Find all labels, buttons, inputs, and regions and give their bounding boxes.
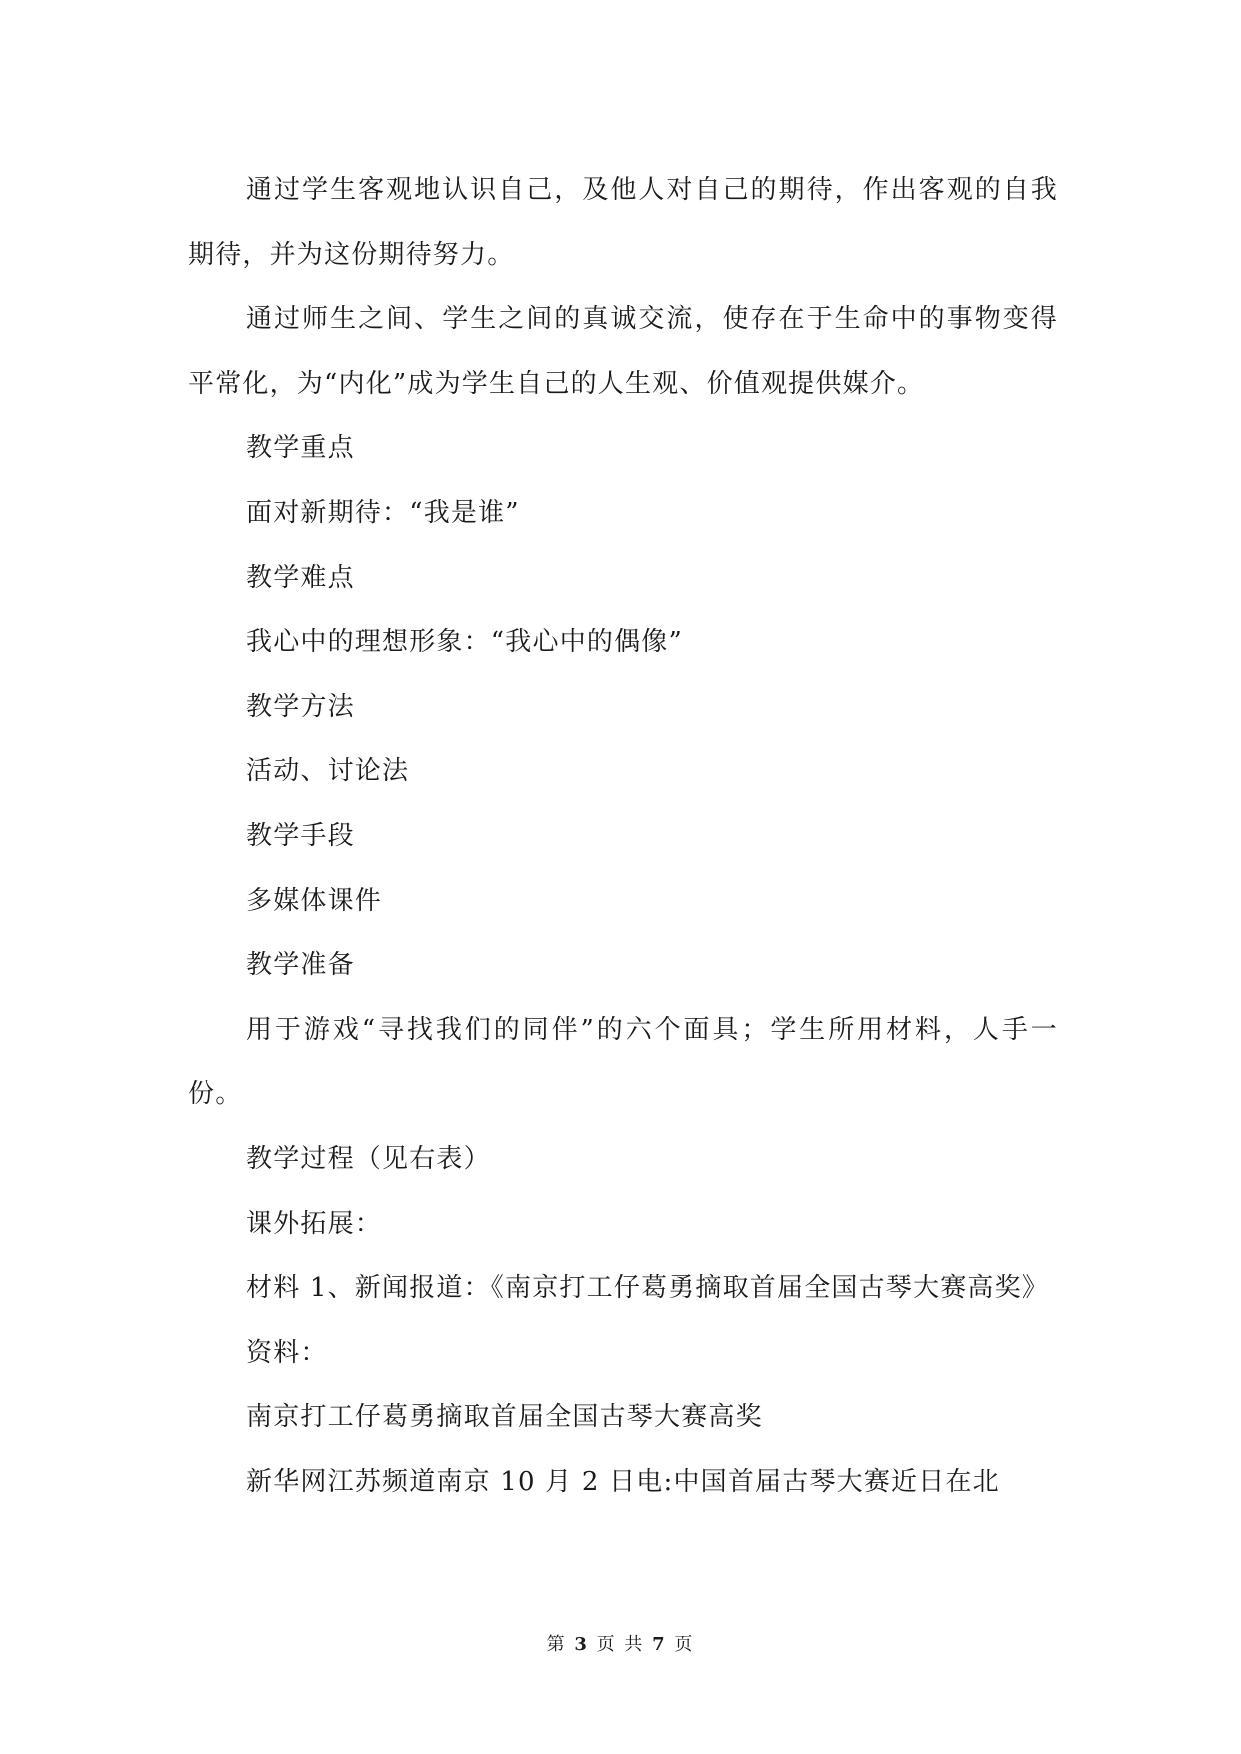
paragraph-difficulty: 我心中的理想形象：“我心中的偶像” bbox=[246, 627, 683, 658]
heading-method: 教学方法 bbox=[246, 691, 355, 722]
paragraph-news-body: 新华网江苏频道南京 10 月 2 日电:中国首届古琴大赛近日在北 bbox=[246, 1466, 1000, 1497]
paragraph-preparation: 用于游戏“寻找我们的同伴”的六个面具；学生所用材料，人手一份。 bbox=[188, 1014, 1058, 1110]
document-body bbox=[188, 158, 1058, 1514]
paragraph-objective-self: 通过学生客观地认识自己，及他人对自己的期待，作出客观的自我期待，并为这份期待努力。 bbox=[188, 175, 1058, 270]
heading-extension: 课外拓展： bbox=[246, 1208, 383, 1239]
paragraph-news-title: 南京打工仔葛勇摘取首届全国古琴大赛高奖 bbox=[246, 1402, 763, 1433]
heading-process: 教学过程（见右表） bbox=[246, 1143, 491, 1174]
heading-means: 教学手段 bbox=[246, 820, 355, 851]
paragraph-means: 多媒体课件 bbox=[246, 885, 383, 916]
paragraph-key-point: 面对新期待：“我是谁” bbox=[246, 497, 520, 528]
heading-preparation: 教学准备 bbox=[246, 950, 355, 981]
page-footer bbox=[0, 1630, 1241, 1656]
footer-current-page: 3 bbox=[574, 1634, 589, 1655]
footer-suffix: 页 bbox=[674, 1634, 695, 1655]
heading-resource: 资料： bbox=[246, 1337, 328, 1368]
footer-total-pages: 7 bbox=[652, 1634, 667, 1655]
heading-difficulty: 教学难点 bbox=[246, 562, 355, 593]
footer-middle: 页 共 bbox=[596, 1634, 645, 1655]
paragraph-method: 活动、讨论法 bbox=[246, 756, 410, 787]
paragraph-material-1: 材料 1、新闻报道：《南京打工仔葛勇摘取首届全国古琴大赛高奖》 bbox=[246, 1273, 1050, 1304]
footer-prefix: 第 bbox=[546, 1634, 567, 1655]
paragraph-objective-communication: 通过师生之间、学生之间的真诚交流，使存在于生命中的事物变得平常化，为“内化”成为学生自己的人生观、价值观提供媒介。 bbox=[188, 304, 1058, 399]
heading-key-point: 教学重点 bbox=[246, 433, 355, 464]
